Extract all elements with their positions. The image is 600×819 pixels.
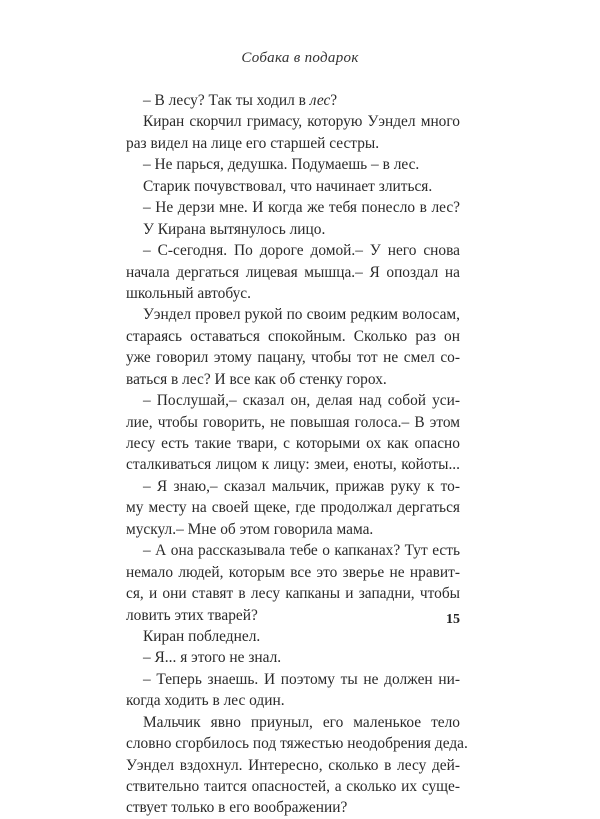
text-line: Уэндел провел рукой по своим редким волосам,: [143, 306, 460, 324]
text-line: ствительно таится опасностей, а сколько их суще-: [126, 778, 460, 795]
text-line: Уэндел вздохнул. Интересно, сколько в лесу дей-: [126, 756, 460, 774]
text-line: [126, 90, 460, 111]
text-line: мускул.– Мне об этом говорила мама.: [126, 520, 374, 538]
text-line: – Теперь знаешь. И поэтому ты не должен ни-: [143, 670, 460, 688]
text-line: ловить этих тварей?: [126, 606, 258, 624]
text-line: уже говорил этому пацану, чтобы тот не смел со-: [126, 349, 460, 367]
text-line: – Я... я этого не знал.: [143, 649, 282, 667]
text-line: ваться в лес? И все как об стенку горох.: [126, 370, 387, 388]
text-line: ствует только в его воображении?: [126, 799, 348, 817]
text-line: – Не парься, дедушка. Подумаешь – в лес.: [143, 156, 420, 174]
text-line: Мальчик явно приуныл, его маленькое тело: [143, 713, 460, 731]
text-line: Старик почувствовал, что начинает злиться.: [143, 177, 433, 195]
text-line: Киран побледнел.: [143, 627, 261, 645]
text-line: У Кирана вытянулось лицо.: [143, 220, 326, 238]
text-span: – В лесу? Так ты ходил в: [143, 92, 310, 109]
running-head: Собака в подарок: [241, 50, 359, 66]
text-line: лесу есть такие твари, с которыми ох как опасно: [126, 435, 460, 452]
text-line: – Не дерзи мне. И когда же тебя понесло в лес?: [143, 199, 460, 217]
text-line: немало людей, которым все это зверье не нравит-: [126, 563, 460, 581]
text-line: начала дергаться лицевая мышца.– Я опоздал на: [126, 263, 460, 281]
italic-word: лес: [309, 92, 331, 109]
text-line: Киран скорчил гримасу, которую Уэндел много: [143, 113, 460, 131]
text-span: ?: [330, 92, 338, 109]
text-line: школьный автобус.: [126, 284, 251, 302]
text-line: словно сгорбилось под тяжестью неодобрения деда.: [126, 735, 468, 753]
text-line: – Послушай,– сказал он, делая над собой уси-: [143, 392, 460, 410]
text-line: стараясь оставаться спокойным. Сколько раз он: [126, 327, 460, 345]
text-line: му месту на своей щеке, где продолжал дергаться: [126, 499, 460, 517]
page-number: 15: [446, 612, 460, 627]
text-line: – С-сегодня. По дороге домой.– У него снова: [143, 242, 460, 260]
text-line: сталкиваться лицом к лицу: змеи, еноты, койоты...: [126, 456, 460, 474]
text-line: раз видел на лице его старшей сестры.: [126, 134, 380, 152]
text-line: когда ходить в лес один.: [126, 692, 285, 710]
text-line: ся, и они ставят в лесу капканы и западни, чтобы: [126, 585, 460, 603]
text-line: – Я знаю,– сказал мальчик, прижав руку к то-: [143, 477, 460, 495]
body-text: [126, 90, 468, 819]
text-line: – А она рассказывала тебе о капканах? Тут есть: [143, 542, 460, 560]
text-line: лие, чтобы говорить, не повышая голоса.– В этом: [126, 413, 460, 431]
